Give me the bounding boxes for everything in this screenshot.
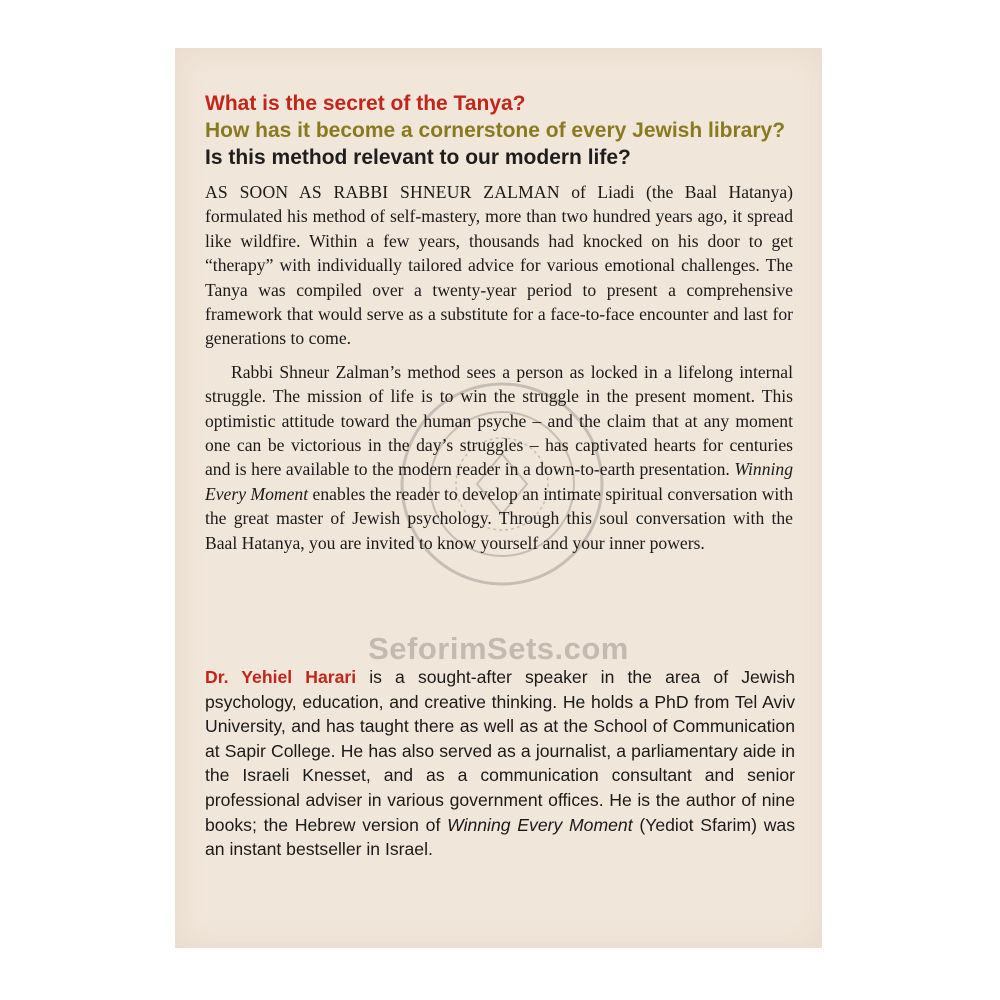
author-bio-text-b: (Yediot Sfarim) was an instant bestseller in Israel. <box>205 814 795 860</box>
paragraph-1-text: of Liadi (the Baal Hatanya) formulated his method of self-mastery, more than two hundred years ago, it spread like wildfire. Within a few years, thousands had knocked on his door to get “therapy” with individually tailored advice for various emotional challenges. The Tanya was compiled over a twenty-year period to present a comprehensive framework that would serve as a substitute for a face-to-face encounter and last for generations to come. <box>205 182 793 349</box>
question-tanya-secret: What is the secret of the Tanya? <box>205 92 526 115</box>
paragraph-2-text-b: enables the reader to develop an intimate spiritual conversation with the great master of Jewish psychology. Through this soul conversation with the Baal Hatanya, you are invited to know yourself and your inner powers. <box>205 483 793 553</box>
paragraph-2-book-title: Winning Every Moment <box>205 459 793 504</box>
paragraph-lead-in: AS SOON AS RABBI SHNEUR ZALMAN <box>205 182 560 202</box>
description-body <box>205 180 793 555</box>
author-name: Dr. Yehiel Harari <box>205 667 357 687</box>
question-relevance: Is this method relevant to our modern life? <box>205 146 631 169</box>
author-bio <box>205 665 795 862</box>
description-paragraph-2 <box>205 360 793 555</box>
book-back-cover <box>175 48 822 948</box>
tagline-questions <box>205 90 805 171</box>
paragraph-2-text-a: Rabbi Shneur Zalman’s method sees a person as locked in a lifelong internal struggle. The mission of life is to win the struggle in the present moment. This optimistic attitude toward the human psyche – and the claim that at any moment one can be victorious in the day’s struggles – has captivated hearts for centuries and is here available to the modern reader in a down-to-earth presentation. <box>205 361 793 480</box>
author-book-title: Winning Every Moment <box>447 814 633 835</box>
question-cornerstone: How has it become a cornerstone of every Jewish library? <box>205 119 786 142</box>
site-watermark: SeforimSets.com <box>368 631 629 666</box>
author-bio-text-a: is a sought-after speaker in the area of Jewish psychology, education, and creative thinking. He holds a PhD from Tel Aviv University, and has taught there as well as at the School of Communication at Sapir College. He has also served as a journalist, a parliamentary aide in the Israeli Knesset, and as a communication consultant and senior professional adviser in various government offices. He is the author of nine books; the Hebrew version of <box>205 667 795 835</box>
description-paragraph-1 <box>205 180 793 351</box>
